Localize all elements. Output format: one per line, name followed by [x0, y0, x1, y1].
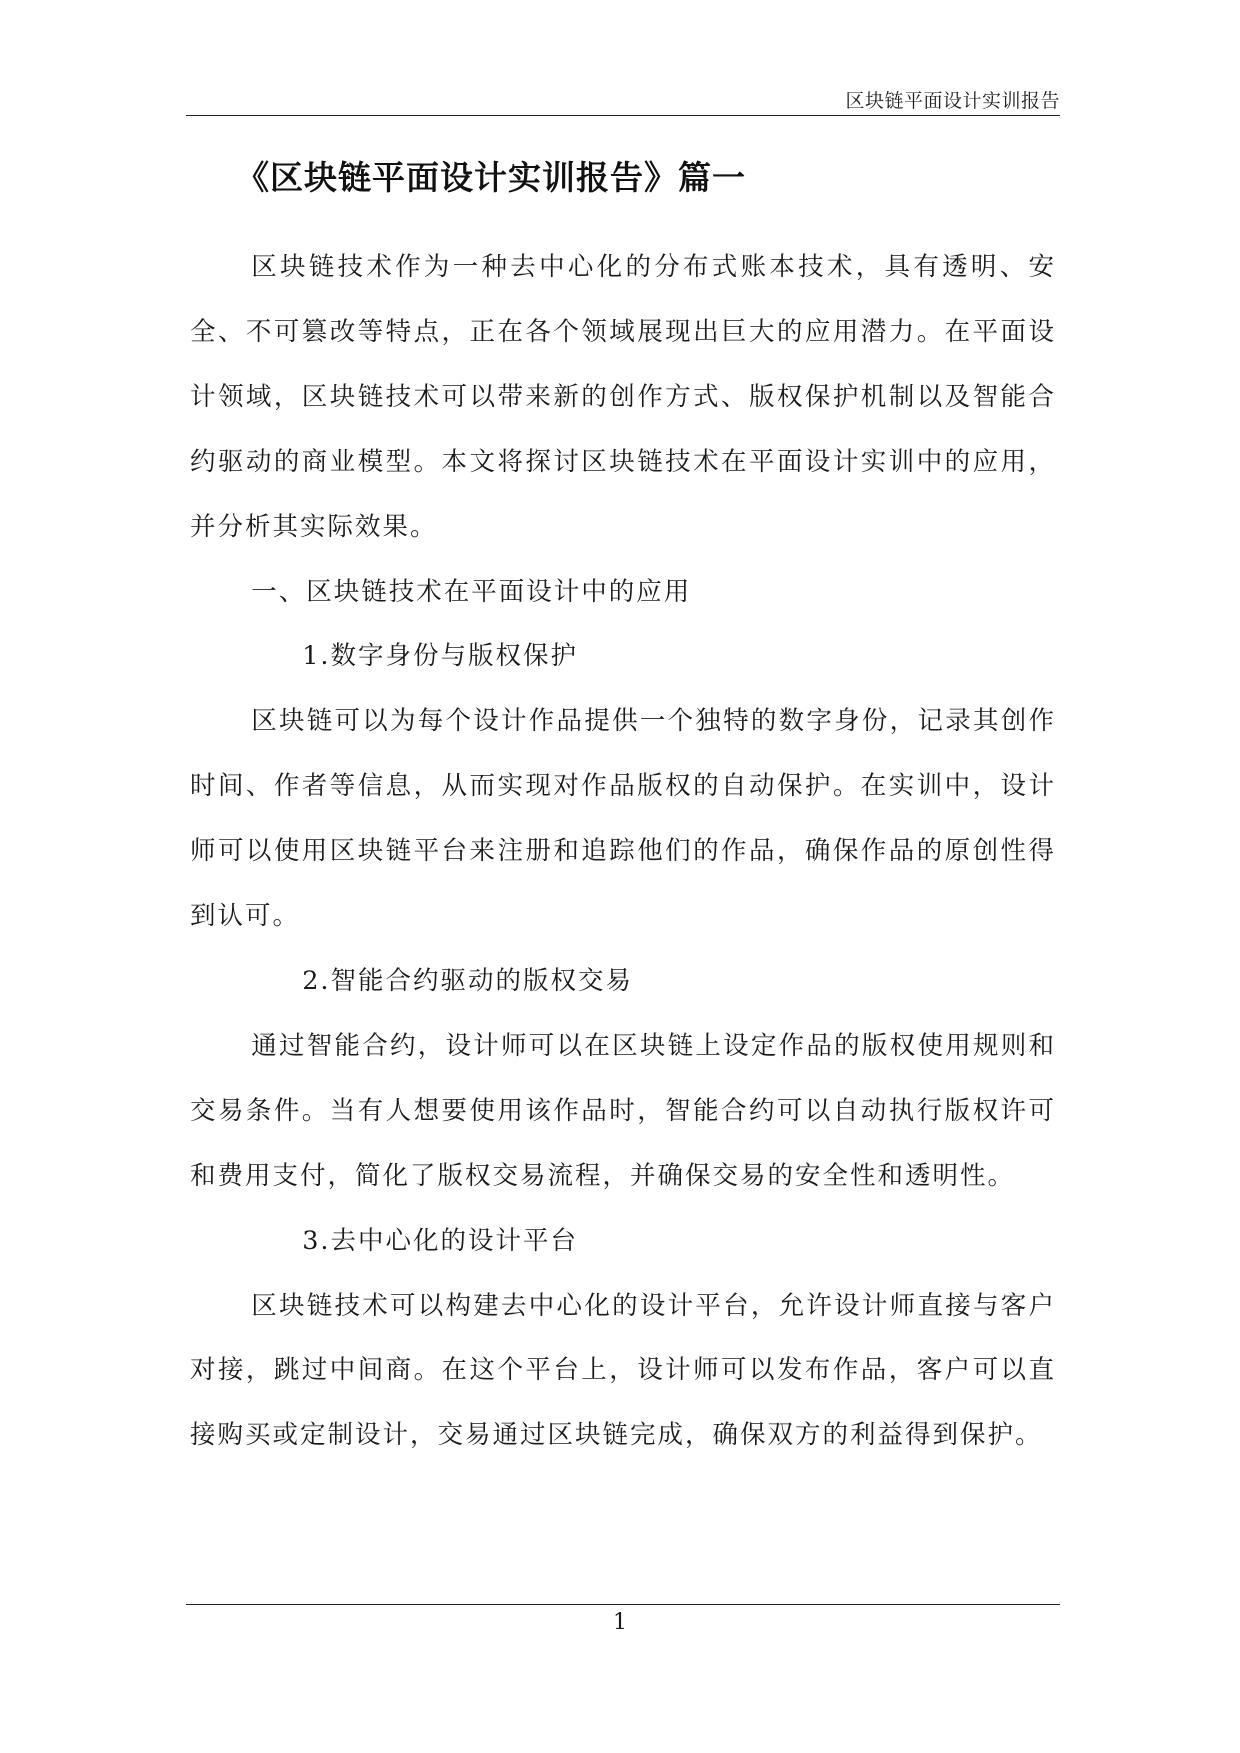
body-paragraph: 通过智能合约，设计师可以在区块链上设定作品的版权使用规则和交易条件。当有人想要使用该作品时，智能合约可以自动执行版权许可和费用支付，简化了版权交易流程，并确保交易的安全性和透明性。: [190, 1030, 1056, 1191]
body-paragraph: 区块链技术可以构建去中心化的设计平台，允许设计师直接与客户对接，跳过中间商。在这个平台上，设计师可以发布作品，客户可以直接购买或定制设计，交易通过区块链完成，确保双方的利益得到保护。: [190, 1290, 1056, 1451]
subsection-heading: 1.数字身份与版权保护: [302, 641, 579, 672]
body-paragraph: 区块链可以为每个设计作品提供一个独特的数字身份，记录其创作时间、作者等信息，从而实现对作品版权的自动保护。在实训中，设计师可以使用区块链平台来注册和追踪他们的作品，确保作品的原创性得到认可。: [190, 706, 1056, 932]
document-body: [190, 235, 1056, 1468]
document-title: 《区块链平面设计实训报告》篇一: [236, 158, 746, 197]
page-header: [186, 78, 1060, 116]
section-heading: 一、区块链技术在平面设计中的应用: [251, 576, 692, 607]
page-number: 1: [613, 1610, 627, 1635]
footer-divider: [186, 1604, 1060, 1605]
subsection-heading: 2.智能合约驱动的版权交易: [302, 965, 634, 996]
intro-paragraph: 区块链技术作为一种去中心化的分布式账本技术，具有透明、安全、不可篡改等特点，正在各个领域展现出巨大的应用潜力。在平面设计领域，区块链技术可以带来新的创作方式、版权保护机制以及智能合约驱动的商业模型。本文将探讨区块链技术在平面设计实训中的应用，并分析其实际效果。: [190, 252, 1056, 542]
subsection-heading: 3.去中心化的设计平台: [302, 1225, 579, 1256]
running-title: 区块链平面设计实训报告: [845, 90, 1060, 112]
